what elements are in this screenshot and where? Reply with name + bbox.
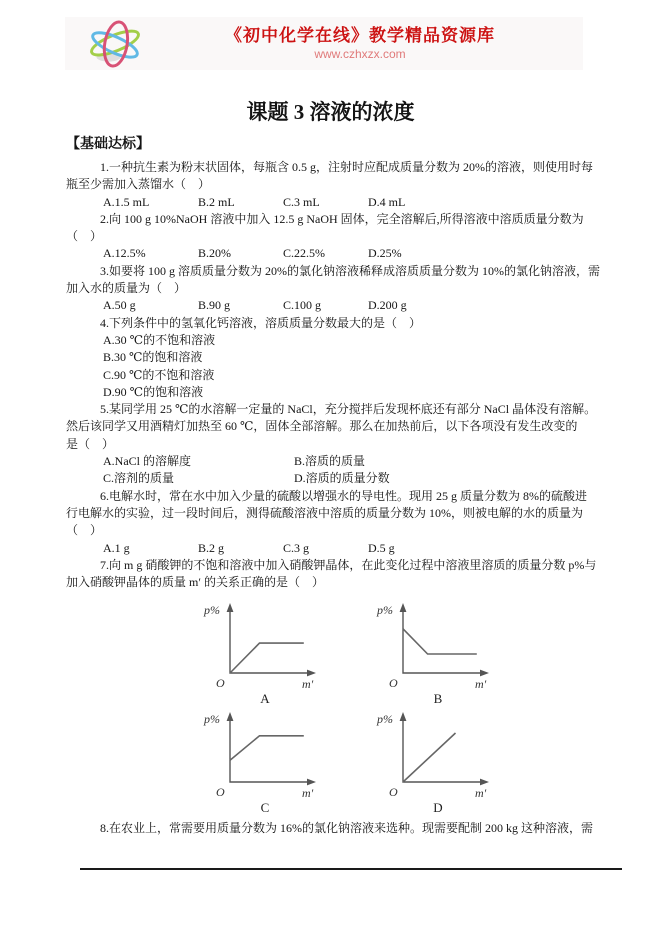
question-5-line-2: 然后该同学又用酒精灯加热至 60 ℃，固体全部溶解。那么在加热前后，以下各项没有发生改变的 xyxy=(66,419,578,434)
question-1 xyxy=(66,159,635,211)
question-4-line-1: 4.下列条件中的氢氧化钙溶液，溶质质量分数最大的是（ ） xyxy=(100,315,422,330)
option-item: D.90 ℃的饱和溶液 xyxy=(103,384,204,399)
option-item: C.100 g xyxy=(283,298,322,313)
option-item: A.30 ℃的不饱和溶液 xyxy=(103,332,216,347)
question-3-line-2: 加入水的质量为（ ） xyxy=(66,281,187,296)
option-item: C.3 mL xyxy=(283,194,320,209)
x-axis-label: m′ xyxy=(302,677,314,692)
y-axis-label: p% xyxy=(204,603,220,618)
option-item: D.4 mL xyxy=(368,194,406,209)
site-header xyxy=(65,17,583,70)
header-text-block xyxy=(165,25,583,62)
options-row xyxy=(66,194,635,211)
question-7 xyxy=(66,557,635,592)
question-8-container xyxy=(66,820,635,837)
origin-label: O xyxy=(216,676,225,691)
y-axis-label: p% xyxy=(377,712,393,727)
graph-A xyxy=(196,599,320,706)
graph-row-1 xyxy=(196,599,661,706)
question-6-line-1: 6.电解水时，常在水中加入少量的硫酸以增强水的导电性。现用 25 g 质量分数为 8%的硫酸进 xyxy=(100,488,587,503)
options-row xyxy=(66,245,635,262)
graph-D-plot xyxy=(369,708,493,800)
question-3-line-1: 3.如要将 100 g 溶质质量分数为 20%的氯化钠溶液稀释成溶质质量分数为 10%的氯化钠溶液，需 xyxy=(100,263,600,278)
graph-row-2 xyxy=(196,708,661,815)
option-item: A.NaCl 的溶解度 xyxy=(103,454,191,469)
x-axis-label: m′ xyxy=(475,677,487,692)
question-8 xyxy=(66,820,635,837)
graph-C xyxy=(196,708,320,815)
graph-C-plot xyxy=(196,708,320,800)
option-item: C.22.5% xyxy=(283,246,325,261)
graph-option-letter: D xyxy=(433,800,443,816)
origin-label: O xyxy=(389,785,398,800)
option-item: B.溶质的质量 xyxy=(294,454,366,469)
graph-option-letter: B xyxy=(433,691,443,707)
option-item: D.25% xyxy=(368,246,402,261)
options-row xyxy=(66,453,635,488)
site-title: 《初中化学在线》教学精品资源库 xyxy=(225,26,495,45)
atom-ribbon-icon xyxy=(71,18,159,70)
question-5-line-1: 5.某同学用 25 ℃的水溶解一定量的 NaCl，充分搅拌后发现杯底还有部分 NaCl 晶体没有溶解。 xyxy=(100,402,597,417)
option-item: B.20% xyxy=(198,246,231,261)
question-7-line-2: 加入硝酸钾晶体的质量 m′ 的关系正确的是（ ） xyxy=(66,575,324,590)
graph-D xyxy=(369,708,493,815)
origin-label: O xyxy=(216,785,225,800)
option-item: B.2 g xyxy=(198,540,225,555)
y-axis-label: p% xyxy=(204,712,220,727)
option-item: A.12.5% xyxy=(103,246,146,261)
answer-graphs xyxy=(196,599,661,815)
site-logo xyxy=(65,17,165,70)
option-item: A.1 g xyxy=(103,540,130,555)
question-list xyxy=(66,159,635,591)
option-item: B.2 mL xyxy=(198,194,235,209)
graph-B xyxy=(369,599,493,706)
origin-label: O xyxy=(389,676,398,691)
option-item: C.溶剂的质量 xyxy=(103,471,175,486)
question-2-line-2: （ ） xyxy=(66,229,103,244)
site-url-link[interactable]: www.czhxzx.com xyxy=(314,47,406,61)
option-item: D.溶质的质量分数 xyxy=(294,471,390,486)
page-title: 课题 3 溶液的浓度 xyxy=(246,100,415,124)
question-6-line-3: （ ） xyxy=(66,523,103,538)
question-5 xyxy=(66,401,635,487)
option-item: D.200 g xyxy=(368,298,407,313)
graph-option-letter: C xyxy=(260,800,270,816)
options-row xyxy=(66,540,635,557)
question-7-line-1: 7.向 m g 硝酸钾的不饱和溶液中加入硝酸钾晶体，在此变化过程中溶液里溶质的质量分数 p%与 xyxy=(100,557,597,572)
question-2-line-1: 2.向 100 g 10%NaOH 溶液中加入 12.5 g NaOH 固体，完全溶解后,所得溶液中溶质质量分数为 xyxy=(100,211,584,226)
section-heading: 【基础达标】 xyxy=(66,137,150,152)
option-item: D.5 g xyxy=(368,540,395,555)
question-6 xyxy=(66,488,635,557)
question-3 xyxy=(66,263,635,315)
graph-option-letter: A xyxy=(260,691,270,707)
graph-B-plot xyxy=(369,599,493,691)
options-row xyxy=(66,297,635,314)
y-axis-label: p% xyxy=(377,603,393,618)
option-item: B.30 ℃的饱和溶液 xyxy=(103,350,203,365)
question-8-line-1: 8.在农业上，常需要用质量分数为 16%的氯化钠溶液来选种。现需要配制 200 kg 这种溶液，需 xyxy=(100,821,593,836)
option-item: A.1.5 mL xyxy=(103,194,150,209)
option-item: C.90 ℃的不饱和溶液 xyxy=(103,367,215,382)
graph-A-plot xyxy=(196,599,320,691)
question-2 xyxy=(66,211,635,263)
option-item: C.3 g xyxy=(283,540,310,555)
question-1-line-2: 瓶至少需加入蒸馏水（ ） xyxy=(66,177,211,192)
question-5-line-3: 是（ ） xyxy=(66,436,115,451)
x-axis-label: m′ xyxy=(302,786,314,801)
option-item: B.90 g xyxy=(198,298,231,313)
question-1-line-1: 1.一种抗生素为粉末状固体，每瓶含 0.5 g，注射时应配成质量分数为 20%的溶液，则使用时每 xyxy=(100,160,593,174)
question-4 xyxy=(66,315,635,401)
footer-divider xyxy=(80,868,622,870)
x-axis-label: m′ xyxy=(475,786,487,801)
question-6-line-2: 行电解水的实验，过一段时间后，测得硫酸溶液中溶质的质量分数为 10%，则被电解的水的质量为 xyxy=(66,505,583,520)
option-item: A.50 g xyxy=(103,298,136,313)
